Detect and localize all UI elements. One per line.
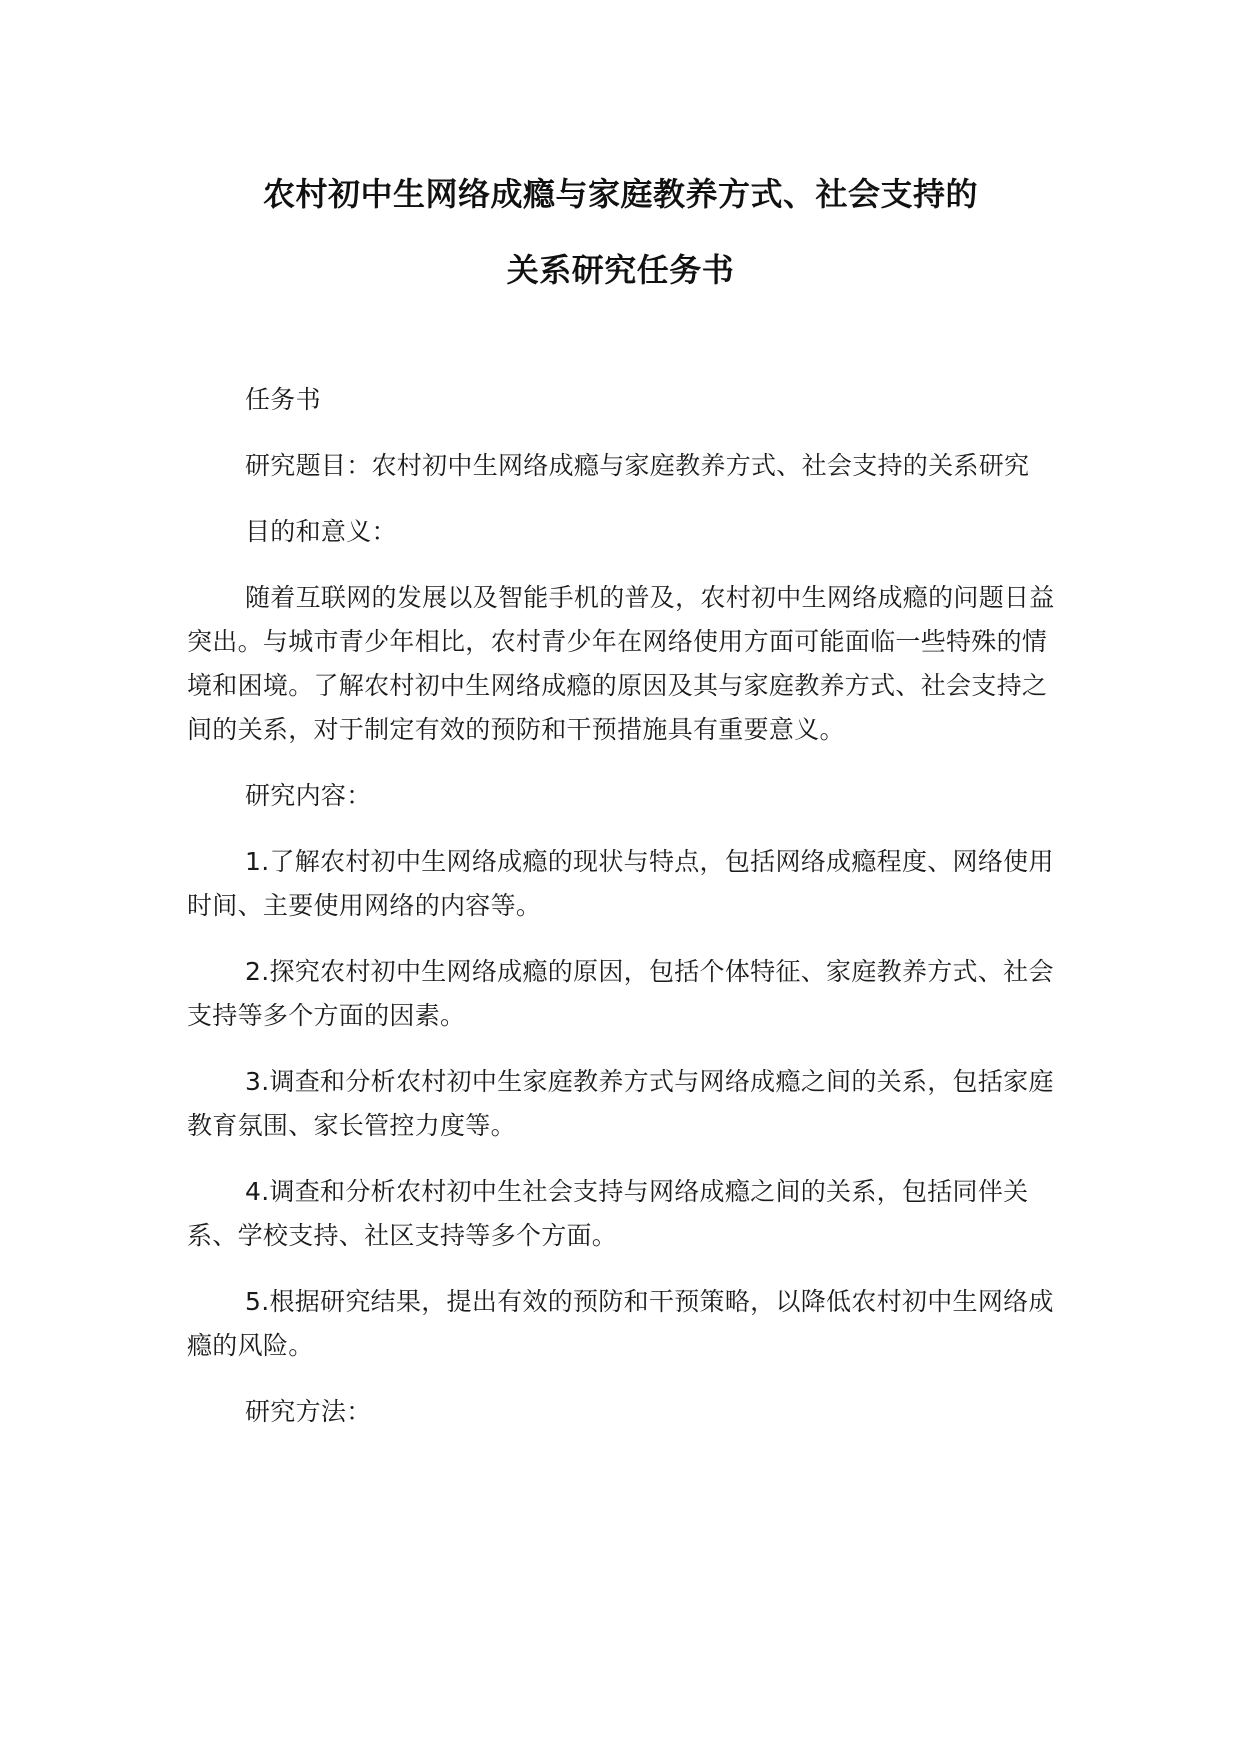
document-body: [187, 378, 1057, 1456]
research-content-heading: 研究内容：: [245, 781, 372, 810]
title-line-1: 农村初中生网络成瘾与家庭教养方式、社会支持的: [262, 175, 978, 213]
research-method-heading: 研究方法：: [245, 1397, 372, 1426]
heading-task-book: 任务书: [245, 385, 321, 414]
content-item-5: 5.根据研究结果，提出有效的预防和干预策略，以降低农村初中生网络成瘾的风险。: [187, 1287, 1054, 1360]
purpose-heading: 目的和意义：: [245, 517, 397, 546]
content-item-4: 4.调查和分析农村初中生社会支持与网络成瘾之间的关系，包括同伴关系、学校支持、社区支持等多个方面。: [187, 1177, 1029, 1250]
content-item-3: 3.调查和分析农村初中生家庭教养方式与网络成瘾之间的关系，包括家庭教育氛围、家长管控力度等。: [187, 1067, 1054, 1140]
content-item-1: 1.了解农村初中生网络成瘾的现状与特点，包括网络成瘾程度、网络使用时间、主要使用网络的内容等。: [187, 847, 1054, 920]
document-title: [160, 174, 1081, 290]
content-item-2: 2.探究农村初中生网络成瘾的原因，包括个体特征、家庭教养方式、社会支持等多个方面的因素。: [187, 957, 1054, 1030]
research-topic-paragraph: 研究题目：农村初中生网络成瘾与家庭教养方式、社会支持的关系研究: [245, 451, 1030, 480]
title-line-2: 关系研究任务书: [506, 251, 735, 289]
purpose-paragraph: 随着互联网的发展以及智能手机的普及，农村初中生网络成瘾的问题日益突出。与城市青少年相比，农村青少年在网络使用方面可能面临一些特殊的情境和困境。了解农村初中生网络成瘾的原因及其与家庭教养方式、社会支持之间的关系，对于制定有效的预防和干预措施具有重要意义。: [187, 583, 1055, 744]
